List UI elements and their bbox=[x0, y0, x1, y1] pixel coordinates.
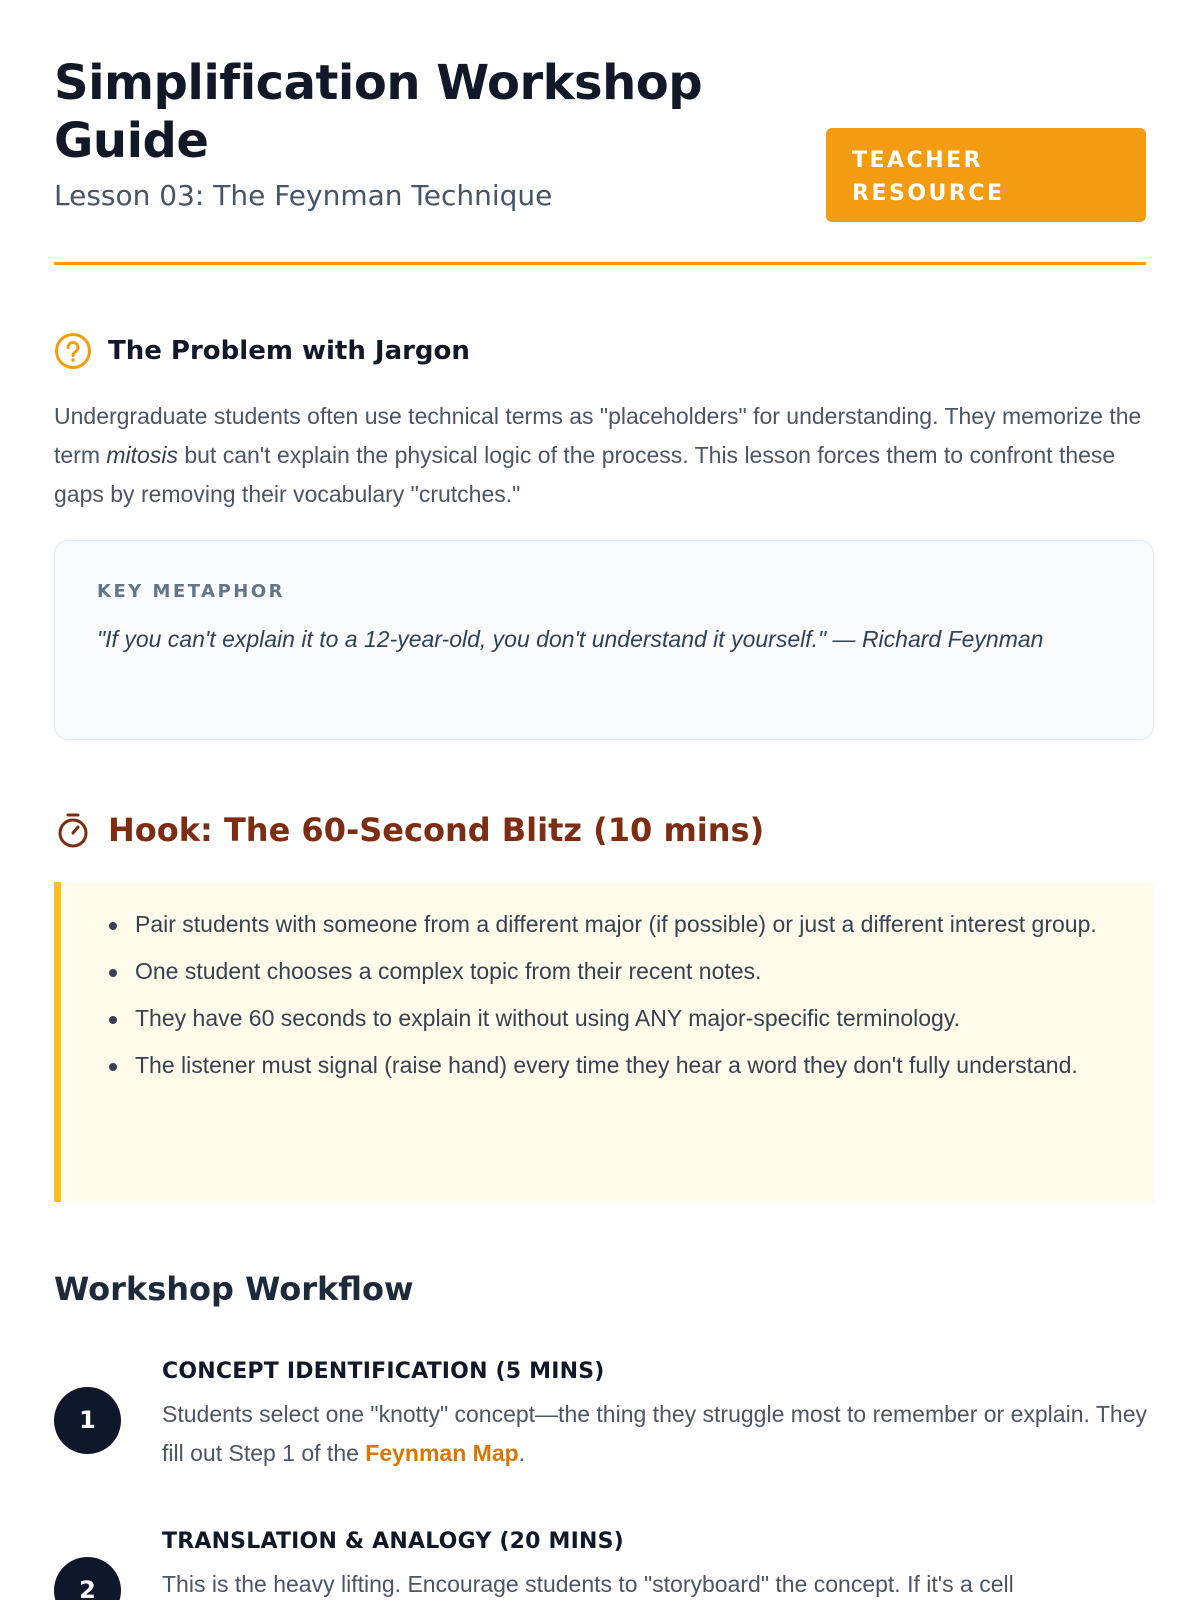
step-body bbox=[162, 1357, 1154, 1473]
key-metaphor-quote: "If you can't explain it to a 12-year-old, you don't understand it yourself." — Richard Feynman bbox=[97, 626, 1044, 652]
hook-list bbox=[101, 908, 1114, 1082]
problem-term: mitosis bbox=[106, 442, 178, 468]
question-circle-icon bbox=[54, 332, 92, 370]
step-description bbox=[162, 1395, 1154, 1473]
hook-list-item: Pair students with someone from a different major (if possible) or just a different interest group. bbox=[101, 908, 1114, 941]
page-title: Simplification Workshop Guide bbox=[54, 55, 703, 169]
workflow-title: Workshop Workflow bbox=[54, 1270, 414, 1308]
header-divider bbox=[54, 262, 1146, 265]
key-metaphor-label: KEY METAPHOR bbox=[97, 581, 285, 602]
step-text-before: This is the heavy lifting. Encourage students to "storyboard" the concept. If it's a cell bbox=[162, 1571, 1014, 1597]
step-text-after: . bbox=[518, 1440, 526, 1466]
hook-section-title: Hook: The 60-Second Blitz (10 mins) bbox=[108, 811, 765, 849]
step-number-badge: 2 bbox=[54, 1557, 121, 1600]
step-body bbox=[162, 1527, 1154, 1600]
step-heading: CONCEPT IDENTIFICATION (5 MINS) bbox=[162, 1359, 605, 1384]
problem-text-after: but can't explain the physical logic of the process. This lesson forces them to confront these gaps by removing their vocabulary "crutches." bbox=[54, 442, 1116, 507]
step-description bbox=[162, 1565, 1154, 1600]
hook-list-item: They have 60 seconds to explain it without using ANY major-specific terminology. bbox=[101, 1002, 1114, 1035]
key-metaphor-card bbox=[54, 540, 1154, 740]
badge-line-2: RESOURCE bbox=[852, 181, 1005, 206]
problem-section-title: The Problem with Jargon bbox=[108, 336, 470, 366]
stopwatch-icon bbox=[54, 811, 92, 849]
problem-section-header bbox=[54, 332, 470, 370]
page-header bbox=[54, 0, 1146, 266]
step-number-badge: 1 bbox=[54, 1387, 121, 1454]
page-subtitle: Lesson 03: The Feynman Technique bbox=[54, 179, 553, 212]
step-text-before: Students select one "knotty" concept—the thing they struggle most to remember or explain. They fill out Step 1 of the bbox=[162, 1401, 1147, 1466]
teacher-resource-badge bbox=[826, 128, 1146, 222]
hook-section-header bbox=[54, 811, 764, 849]
feynman-map-link[interactable]: Feynman Map bbox=[365, 1440, 519, 1466]
step-heading: TRANSLATION & ANALOGY (20 MINS) bbox=[162, 1529, 624, 1554]
hook-list-item: One student chooses a complex topic from their recent notes. bbox=[101, 955, 1114, 988]
problem-paragraph bbox=[54, 397, 1154, 514]
problem-text-before: Undergraduate students often use technical terms as "placeholders" for understanding. They memorize the term bbox=[54, 403, 1142, 468]
hook-list-item: The listener must signal (raise hand) every time they hear a word they don't fully understand. bbox=[101, 1049, 1114, 1082]
badge-line-1: TEACHER bbox=[852, 148, 984, 173]
hook-instructions-box bbox=[54, 882, 1154, 1202]
